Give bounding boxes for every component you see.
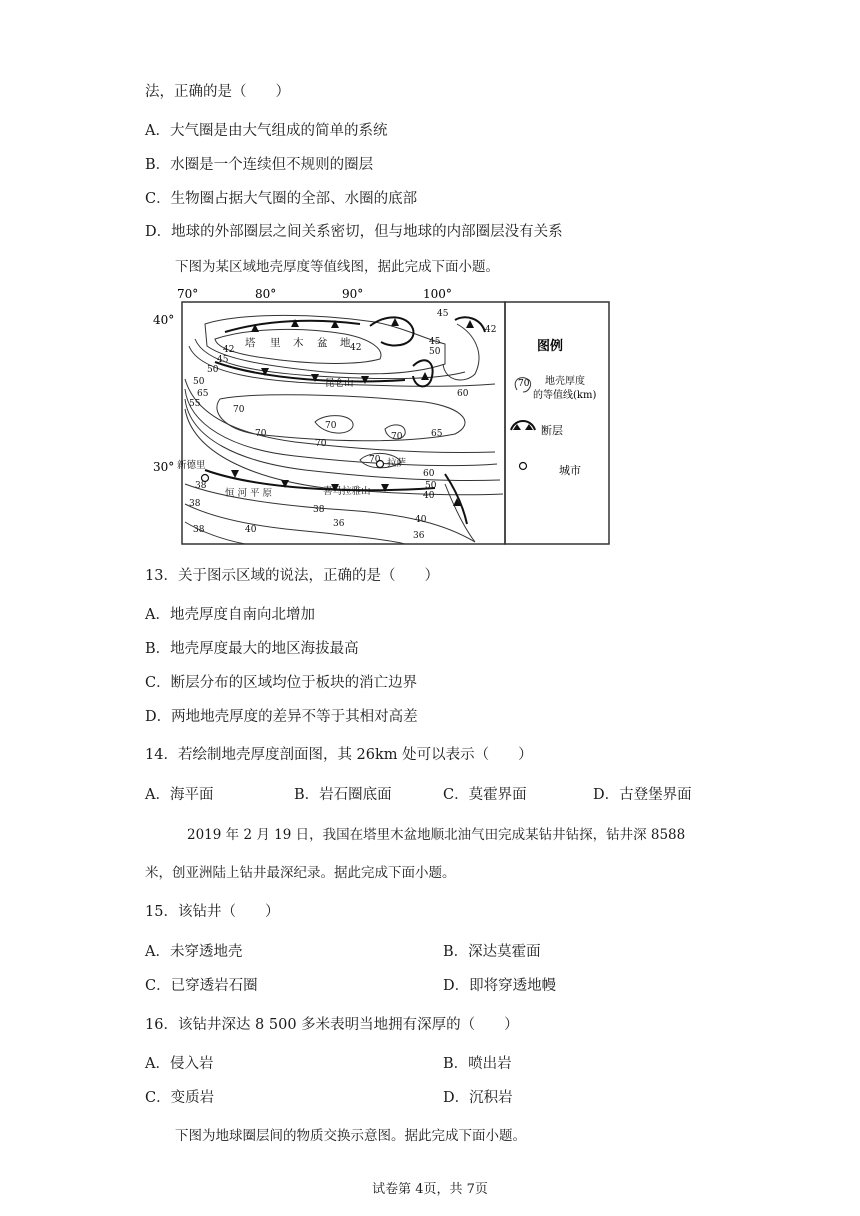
q16-option-a: A．侵入岩 [145, 1056, 214, 1072]
drill-intro-line-2: 米，创亚洲陆上钻井最深纪录。据此完成下面小题。 [145, 865, 456, 881]
q16-option-d: D．沉积岩 [443, 1090, 513, 1106]
contour-label: 60 [423, 469, 435, 479]
lon-label-100: 100° [423, 287, 452, 301]
place-label: 盆 [317, 337, 328, 349]
contour-label: 65 [431, 429, 443, 439]
legend-city-text: 城市 [559, 464, 581, 477]
q14-option-d: D．古登堡界面 [593, 787, 692, 803]
q15-option-a: A．未穿透地壳 [145, 944, 243, 960]
q16-stem: 16．该钻井深达 8 500 多米表明当地拥有深厚的（ ） [145, 1017, 519, 1033]
contour-label: 45 [437, 309, 449, 319]
contour-label: 38 [195, 481, 207, 491]
place-label: 塔 [245, 337, 256, 349]
place-label-lasa: 拉萨 [387, 458, 407, 469]
q16-option-c: C．变质岩 [145, 1090, 215, 1106]
q12-stem-tail: 法，正确的是（ ） [145, 84, 290, 100]
q13-option-b: B．地壳厚度最大的地区海拔最高 [145, 641, 359, 657]
contour-label: 40 [423, 491, 435, 501]
q12-option-d: D．地球的外部圈层之间关系密切，但与地球的内部圈层没有关系 [145, 224, 563, 240]
contour-label: 38 [313, 505, 325, 515]
contour-label: 70 [255, 429, 267, 439]
legend-contour-text-2: 的等值线(km) [533, 390, 597, 401]
q13-option-c: C．断层分布的区域均位于板块的消亡边界 [145, 675, 418, 691]
q13-option-a: A．地壳厚度自南向北增加 [145, 607, 315, 623]
crust-thickness-map [145, 284, 615, 546]
contour-label: 40 [245, 525, 257, 535]
q15-stem: 15．该钻井（ ） [145, 904, 280, 920]
contour-label: 36 [413, 531, 425, 541]
q12-option-b: B．水圈是一个连续但不规则的圈层 [145, 157, 374, 173]
q12-option-c: C．生物圈占据大气圈的全部、水圈的底部 [145, 191, 418, 207]
contour-line [185, 504, 405, 544]
contour-label: 60 [457, 389, 469, 399]
place-label-kunlun: 昆仑山 [325, 378, 354, 389]
q14-stem: 14．若绘制地壳厚度剖面图，其 26km 处可以表示（ ） [145, 747, 533, 763]
lon-label-90: 90° [342, 287, 364, 301]
contour-label: 38 [189, 499, 201, 509]
legend-contour-value: 70 [518, 379, 530, 389]
contour-label: 42 [223, 345, 235, 355]
contour-label: 70 [315, 439, 327, 449]
q15-option-b: B．深达莫霍面 [443, 944, 541, 960]
next-intro: 下图为地球圈层间的物质交换示意图。据此完成下面小题。 [175, 1128, 526, 1144]
drill-intro-line-1: 2019 年 2 月 19 日，我国在塔里木盆地顺北油气田完成某钻井钻探，钻井深 8588 [187, 827, 686, 843]
place-label-ganges: 恒 河 平 原 [225, 488, 273, 499]
contour-label: 45 [429, 337, 441, 347]
contour-label: 40 [415, 515, 427, 525]
contour-line [445, 484, 475, 542]
q13-option-d: D．两地地壳厚度的差异不等于其相对高差 [145, 709, 418, 725]
contour-label: 70 [325, 421, 337, 431]
map-intro: 下图为某区域地壳厚度等值线图，据此完成下面小题。 [175, 259, 499, 275]
contour-label: 50 [425, 481, 437, 491]
legend-contour-text-1: 地壳厚度 [545, 376, 585, 387]
contour-label: 42 [350, 343, 362, 353]
q14-option-a: A．海平面 [145, 787, 214, 803]
q15-option-d: D．即将穿透地幔 [443, 978, 557, 994]
contour-label: 55 [189, 399, 201, 409]
contour-label: 50 [207, 365, 219, 375]
contour-label: 70 [369, 455, 381, 465]
place-label-xindeli: 新德里 [177, 460, 206, 471]
q14-option-c: C．莫霍界面 [443, 787, 527, 803]
page-footer: 试卷第 4页，共 7页 [372, 1182, 488, 1197]
fault-line [413, 360, 433, 386]
contour-line [185, 389, 497, 466]
lon-label-70: 70° [177, 287, 199, 301]
fault-line [445, 474, 467, 524]
contour-label: 70 [391, 432, 403, 442]
place-label: 木 [293, 337, 304, 349]
lat-label-40: 40° [153, 313, 175, 327]
q13-stem: 13．关于图示区域的说法，正确的是（ ） [145, 568, 439, 584]
contour-line [443, 324, 479, 380]
contour-label: 36 [333, 519, 345, 529]
q12-option-a: A．大气圈是由大气组成的简单的系统 [145, 123, 388, 139]
place-label: 地 [340, 337, 351, 349]
contour-label: 50 [193, 377, 205, 387]
contour-label: 70 [233, 405, 245, 415]
legend-fault-text: 断层 [541, 424, 563, 437]
contour-label: 42 [485, 325, 497, 335]
q14-option-b: B．岩石圈底面 [294, 787, 392, 803]
legend-title: 图例 [537, 339, 564, 354]
contour-label: 45 [217, 355, 229, 365]
lon-label-80: 80° [255, 287, 277, 301]
contour-label: 65 [197, 389, 209, 399]
legend-city-symbol [520, 463, 527, 470]
place-label: 里 [270, 337, 281, 349]
place-label-himalaya: 喜马拉雅山 [323, 486, 371, 497]
lat-label-30: 30° [153, 460, 175, 474]
contour-label: 50 [429, 347, 441, 357]
q16-option-b: B．喷出岩 [443, 1056, 512, 1072]
q15-option-c: C．已穿透岩石圈 [145, 978, 258, 994]
contour-label: 38 [193, 525, 205, 535]
